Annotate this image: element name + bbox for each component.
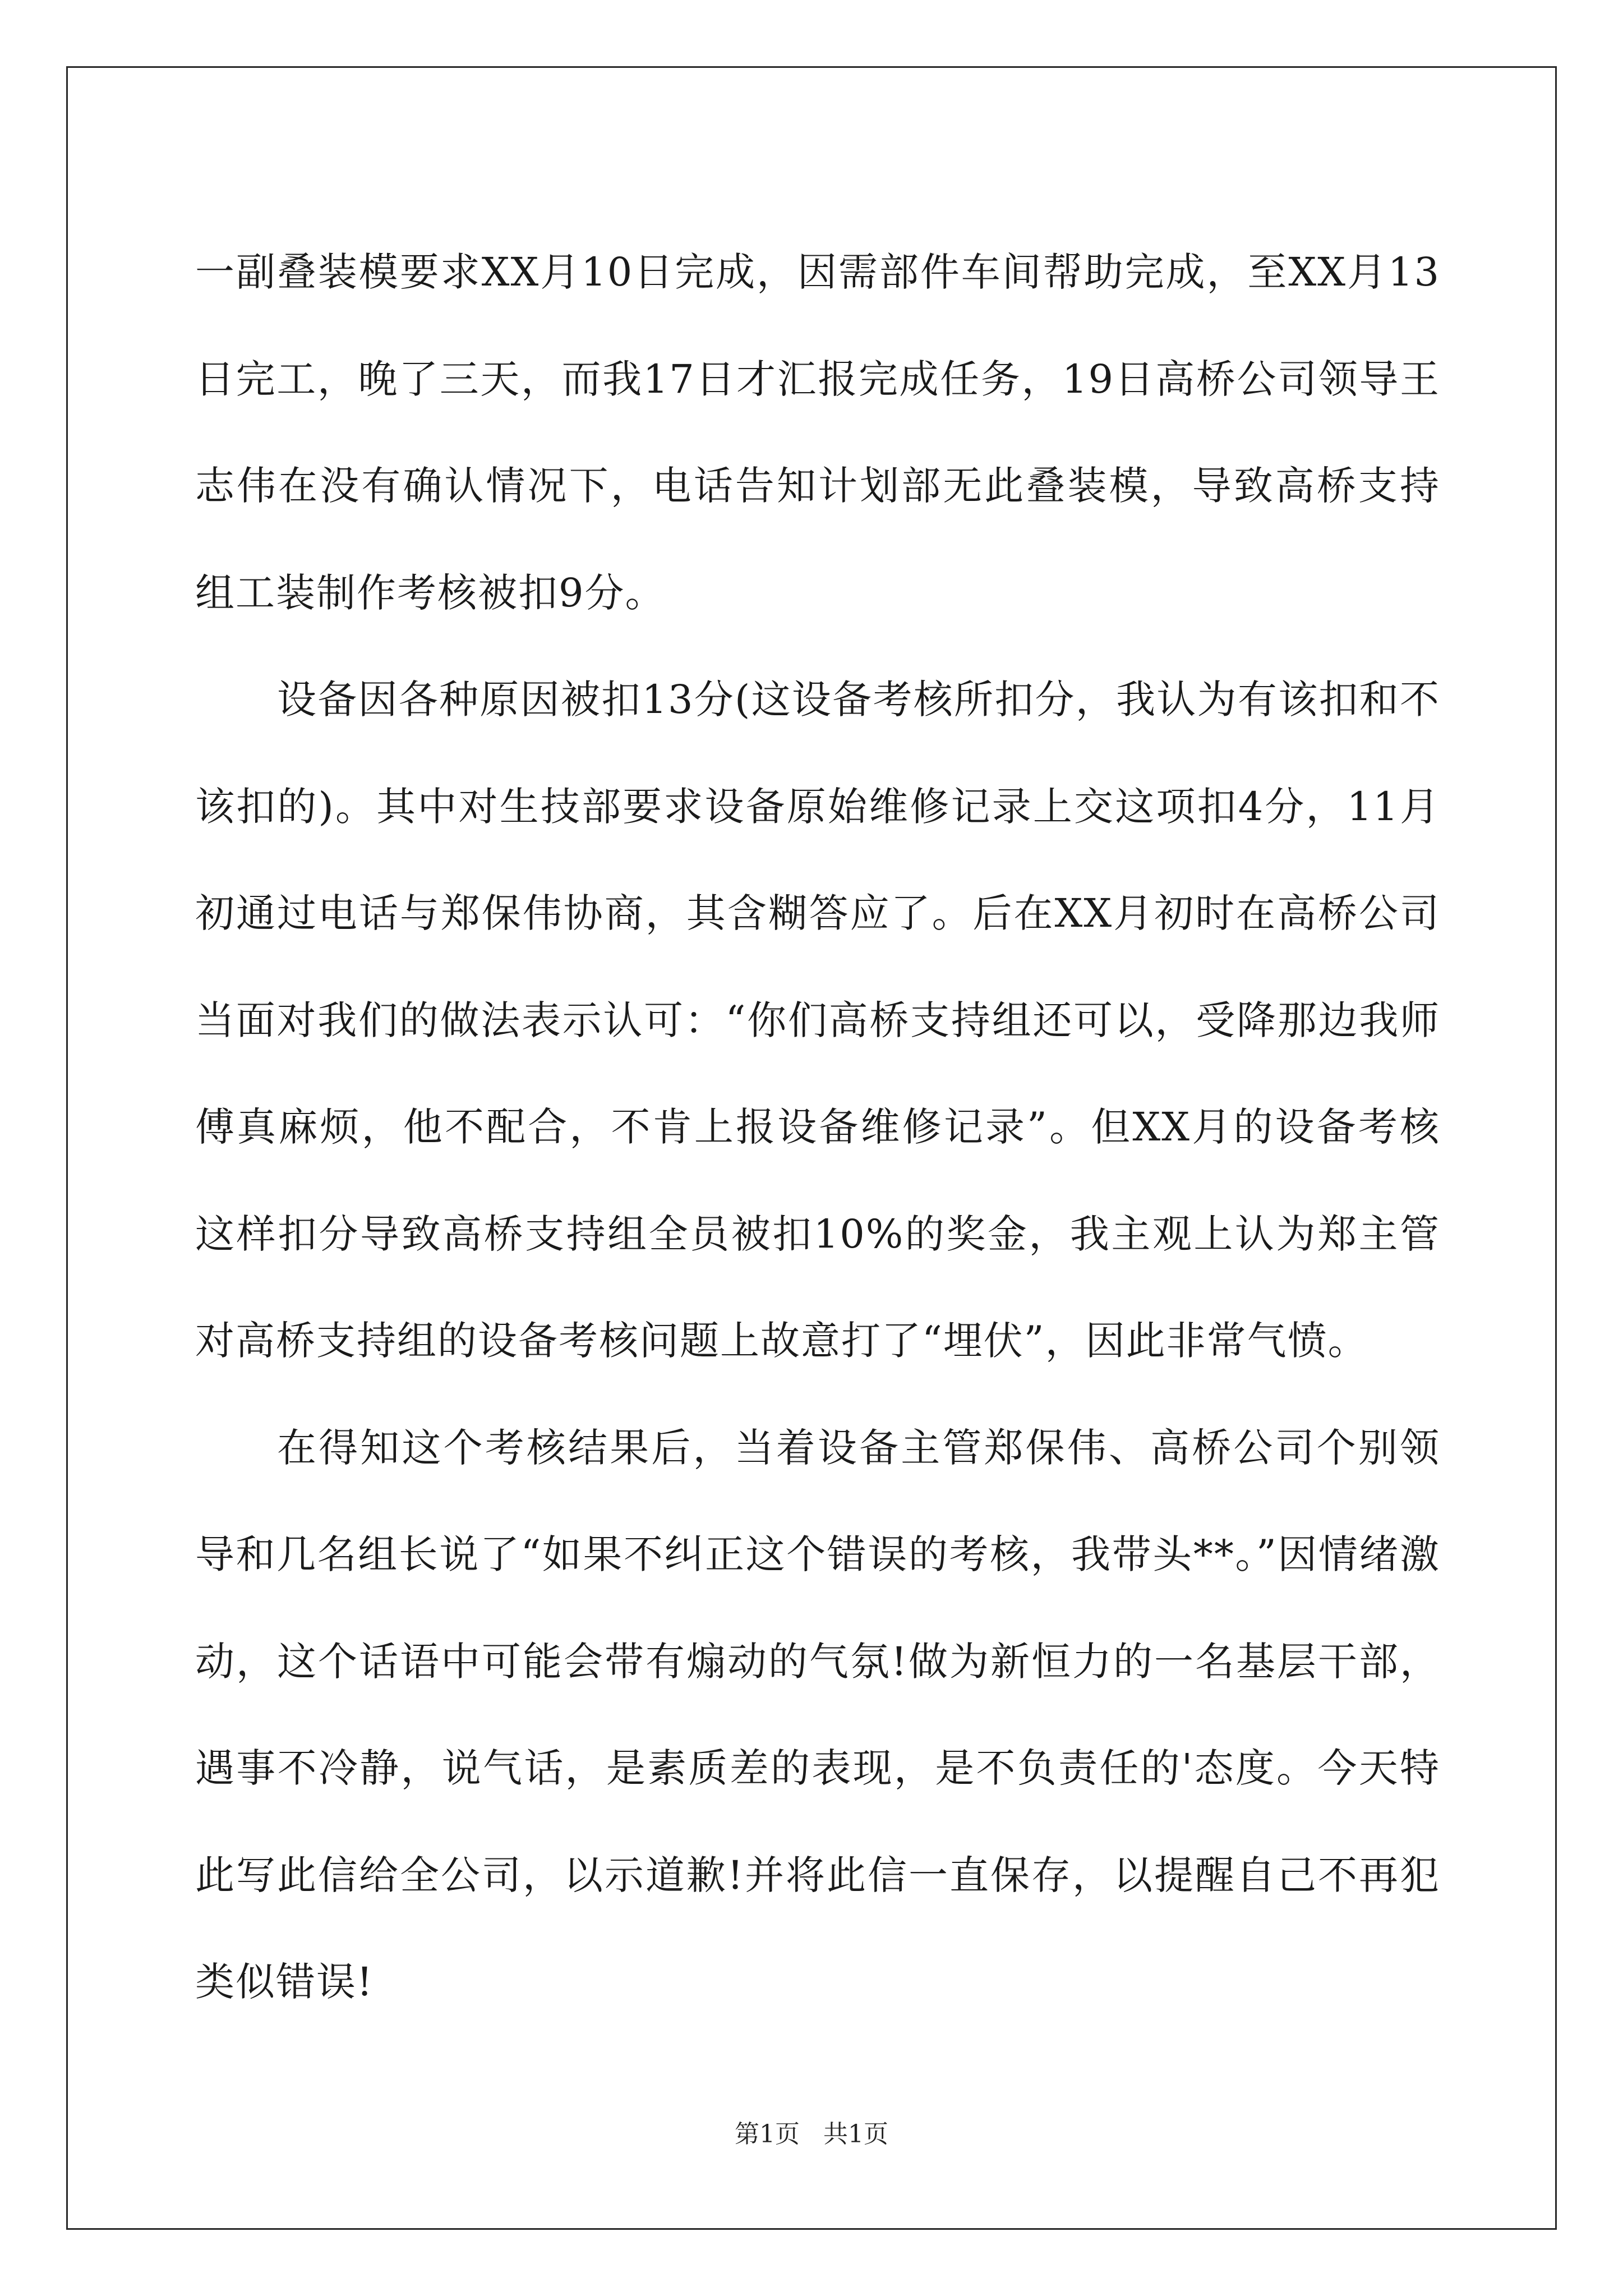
paragraph-1: 一副叠装模要求XX月10日完成，因需部件车间帮助完成，至XX月13日完工，晚了三天，而我17日才汇报完成任务，19日高桥公司领导王志伟在没有确认情况下，电话告知计划部无此叠装模，导致高桥支持组工装制作考核被扣9分。 <box>195 249 1440 616</box>
page-total: 共1页 <box>823 2120 888 2148</box>
paragraph-3: 在得知这个考核结果后，当着设备主管郑保伟、高桥公司个别领导和几名组长说了“如果不纠正这个错误的考核，我带头**。”因情绪激动，这个话语中可能会带有煽动的气氛!做为新恒力的一名基层干部，遇事不冷静，说气话，是素质差的表现，是不负责任的'态度。今天特此写此信给全公司，以示道歉!并将此信一直保存，以提醒自己不再犯类似错误! <box>195 1424 1440 2005</box>
page-footer <box>0 2118 1623 2151</box>
paragraph-2: 设备因各种原因被扣13分(这设备考核所扣分，我认为有该扣和不该扣的)。其中对生技部要求设备原始维修记录上交这项扣4分，11月初通过电话与郑保伟协商，其含糊答应了。后在XX月初时在高桥公司当面对我们的做法表示认可：“你们高桥支持组还可以，受降那边我师傅真麻烦，他不配合，不肯上报设备维修记录”。但XX月的设备考核这样扣分导致高桥支持组全员被扣10%的奖金，我主观上认为郑主管对高桥支持组的设备考核问题上故意打了“埋伏”，因此非常气愤。 <box>195 677 1440 1364</box>
footer-spacer <box>800 2120 823 2148</box>
document-body <box>195 219 1440 2036</box>
page-number: 第1页 <box>735 2120 800 2148</box>
